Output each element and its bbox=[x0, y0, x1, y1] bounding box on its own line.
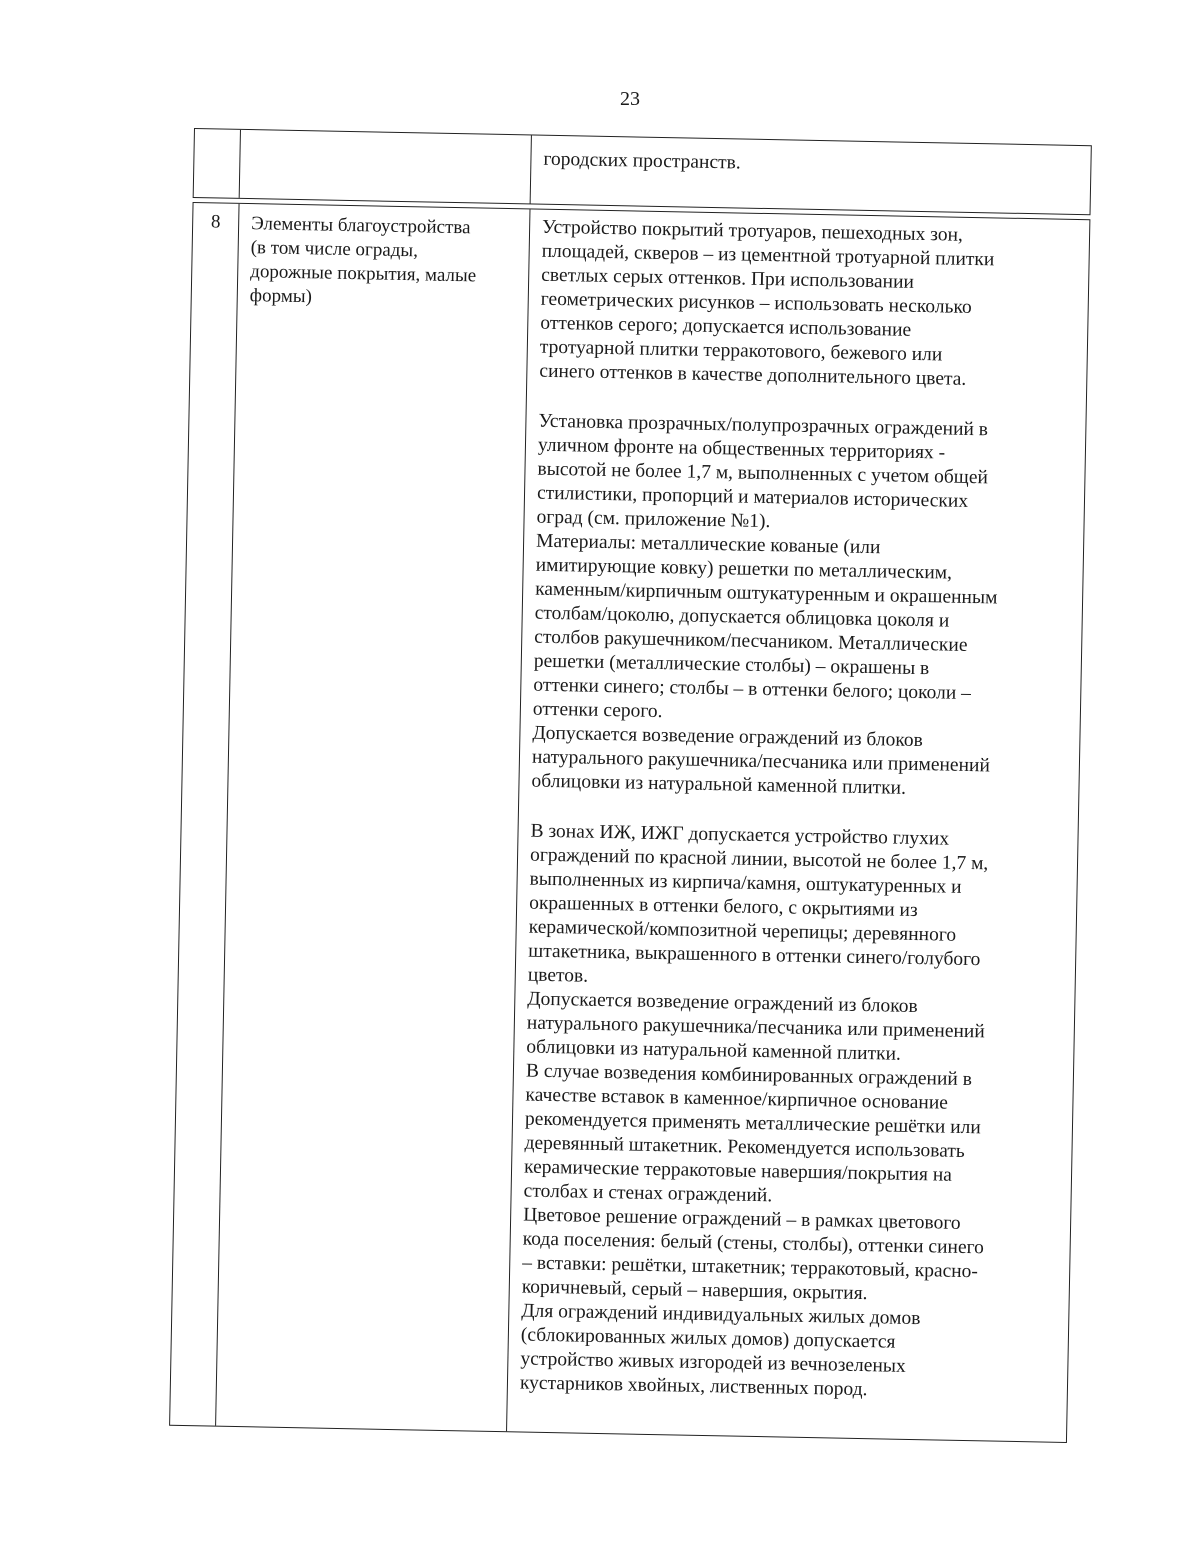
description-line: Допускается возведение ограждений из блоков bbox=[527, 988, 918, 1018]
description-line: В зонах ИЖ, ИЖГ допускается устройство глухих bbox=[530, 820, 950, 850]
description-line: цветов. bbox=[527, 964, 589, 987]
description-line: оград (см. приложение №1). bbox=[536, 506, 771, 533]
cell-number-empty bbox=[194, 129, 241, 198]
description-line: штакетника, выкрашенного в оттенки синего/голубого bbox=[528, 940, 981, 971]
description-line: качестве вставок в каменное/кирпичное основание bbox=[525, 1084, 949, 1114]
description-line: облицовки из натуральной каменной плитки. bbox=[526, 1036, 902, 1065]
description-line: высотой не более 1,7 м, выполненных с учетом общей bbox=[537, 458, 989, 489]
description-line: геометрических рисунков – использовать несколько bbox=[540, 288, 972, 318]
description-line: Материалы: металлические кованые (или bbox=[535, 530, 881, 559]
description-line: Устройство покрытий тротуаров, пешеходных зон, bbox=[541, 216, 964, 246]
description-line: рекомендуется применять металлические решётки или bbox=[524, 1108, 981, 1139]
paving-paragraph bbox=[539, 216, 1079, 394]
description-line: Допускается возведение ограждений из блоков bbox=[532, 722, 923, 752]
description-line: устройство живых изгородей из вечнозеленых bbox=[520, 1348, 906, 1377]
description-line: Цветовое решение ограждений – в рамках цветового bbox=[522, 1204, 961, 1234]
description-line: (сблокированных жилых домов) допускается bbox=[520, 1324, 896, 1353]
element-name-line: дорожные покрытия, малые bbox=[250, 261, 477, 287]
description-line: оттенки синего; столбы – в оттенки белого; цоколи – bbox=[533, 674, 972, 705]
description-line: оттенки серого. bbox=[532, 698, 663, 723]
requirements-table bbox=[169, 128, 1092, 1443]
description-line: выполненных из кирпича/камня, оштукатуренных и bbox=[529, 868, 962, 898]
description-line: каменным/кирпичным оштукатуренным и окрашенным bbox=[535, 578, 998, 609]
fences-residential-paragraph bbox=[520, 820, 1068, 1406]
description-line: столбам/цоколю, допускается облицовка цоколя и bbox=[534, 602, 950, 632]
description-line: облицовки из натуральной каменной плитки. bbox=[531, 770, 907, 799]
description-line: кустарников хвойных, лиственных пород. bbox=[519, 1372, 868, 1401]
description-line: решетки (металлические столбы) – окрашены в bbox=[533, 650, 930, 680]
description-line: Для ограждений индивидуальных жилых домов bbox=[521, 1300, 921, 1330]
description-line: В случае возведения комбинированных ограждений в bbox=[525, 1060, 973, 1091]
description-line: столбах и стенах ограждений. bbox=[523, 1180, 773, 1207]
table-row-8 bbox=[169, 202, 1090, 1443]
description-line: коричневый, серый – навершия, окрытия. bbox=[521, 1276, 868, 1305]
element-name bbox=[216, 204, 530, 1431]
element-name-line: (в том числе ограды, bbox=[250, 237, 419, 262]
description-line: площадей, скверов – из цементной тротуарной плитки bbox=[541, 240, 995, 271]
description-line: синего оттенков в качестве дополнительного цвета. bbox=[539, 360, 967, 390]
fences-public-paragraph bbox=[531, 410, 1075, 804]
description-line: имитирующие ковку) решетки по металлическим, bbox=[535, 554, 953, 584]
element-name-line: Элементы благоустройства bbox=[250, 213, 471, 239]
description-line: оттенков серого; допускается использование bbox=[540, 312, 912, 341]
page-number: 23 bbox=[620, 88, 640, 110]
description-line: – вставки: решётки, штакетник; терракотовый, красно- bbox=[522, 1252, 979, 1283]
description-line: ограждений по красной линии, высотой не более 1,7 м, bbox=[529, 844, 989, 875]
description-line: столбов ракушечником/песчаником. Металлические bbox=[534, 626, 968, 656]
description-line: деревянный штакетник. Рекомендуется использовать bbox=[524, 1132, 965, 1162]
description-line: светлых серых оттенков. При использовании bbox=[541, 264, 915, 293]
description-line: натурального ракушечника/песчаника или применений bbox=[531, 746, 991, 777]
table-row-continued bbox=[193, 128, 1092, 215]
description-line: уличном фронте на общественных территориях - bbox=[537, 434, 946, 464]
cell-description-continued: городских пространств. bbox=[543, 148, 741, 174]
description-line: керамической/композитной черепицы; деревянного bbox=[528, 916, 957, 946]
cell-name-empty bbox=[240, 130, 532, 204]
element-description bbox=[507, 209, 1089, 1442]
description-line: стилистики, пропорций и материалов исторических bbox=[536, 482, 969, 512]
description-line: тротуарной плитки терракотового, бежевого или bbox=[539, 336, 943, 366]
row-number: 8 bbox=[170, 203, 239, 1426]
description-line: натурального ракушечника/песчаника или применений bbox=[526, 1012, 985, 1043]
description-line: керамические терракотовые навершия/покрытия на bbox=[523, 1156, 953, 1186]
element-name-line: формы) bbox=[249, 285, 313, 308]
description-line: окрашенных в оттенки белого, с окрытиями из bbox=[528, 892, 918, 922]
description-line: кода поселения: белый (стены, столбы), оттенки синего bbox=[522, 1228, 985, 1259]
description-line: Установка прозрачных/полупрозрачных ограждений в bbox=[538, 410, 989, 441]
